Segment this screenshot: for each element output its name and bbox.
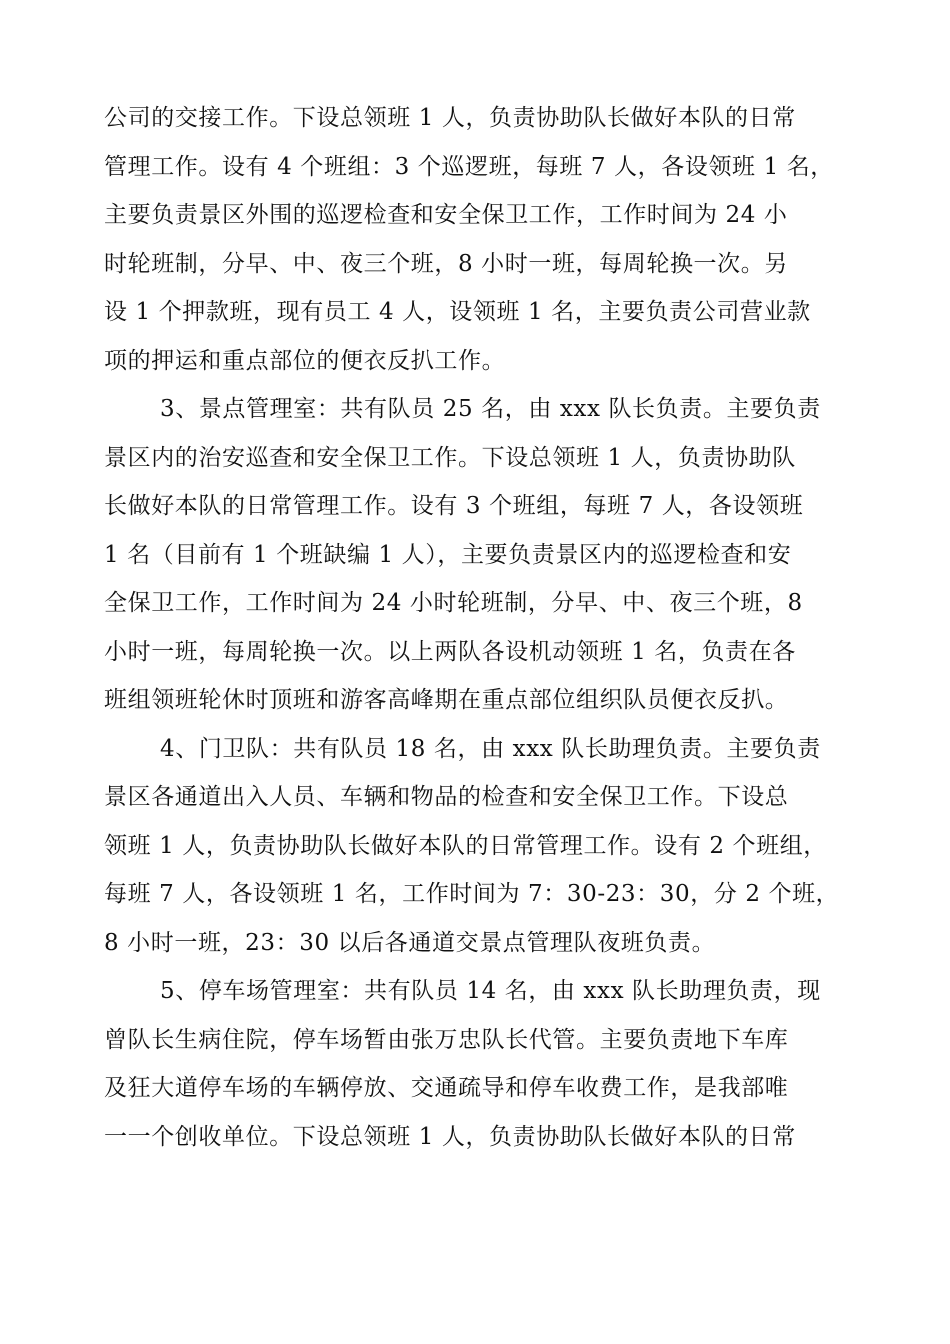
text-line: 主要负责景区外围的巡逻检查和安全保卫工作，工作时间为 24 小 [104, 202, 788, 228]
text-line: 时轮班制，分早、中、夜三个班，8 小时一班，每周轮换一次。另 [104, 250, 788, 277]
text-line: 景区内的治安巡查和安全保卫工作。下设总领班 1 人，负责协助队 [104, 444, 796, 471]
text-line: 一一个创收单位。下设总领班 1 人，负责协助队长做好本队的日常 [104, 1123, 796, 1150]
text-line: 1 名（目前有 1 个班缺编 1 人），主要负责景区内的巡逻检查和安 [104, 541, 792, 568]
text-line: 曾队长生病住院，停车场暂由张万忠队长代管。主要负责地下车库 [104, 1026, 789, 1053]
text-line: 设 1 个押款班，现有员工 4 人，设领班 1 名，主要负责公司营业款 [104, 299, 811, 325]
text-line: 8 小时一班，23：30 以后各通道交景点管理队夜班负责。 [104, 929, 716, 956]
text-line: 项的押运和重点部位的便衣反扒工作。 [104, 347, 506, 374]
document-body [104, 94, 844, 1161]
text-line: 景区各通道出入人员、车辆和物品的检查和安全保卫工作。下设总 [104, 784, 789, 810]
text-line: 3、景点管理室：共有队员 25 名，由 xxx 队长负责。主要负责 [160, 396, 821, 422]
text-line: 长做好本队的日常管理工作。设有 3 个班组，每班 7 人，各设领班 [104, 493, 804, 519]
text-line: 5、停车场管理室：共有队员 14 名，由 xxx 队长助理负责，现 [160, 978, 821, 1004]
text-line: 4、门卫队：共有队员 18 名，由 xxx 队长助理负责。主要负责 [160, 735, 821, 762]
text-line: 每班 7 人，各设领班 1 名，工作时间为 7：30-23：30，分 2 个班， [104, 881, 840, 907]
text-line: 班组领班轮休时顶班和游客高峰期在重点部位组织队员便衣反扒。 [104, 687, 789, 713]
text-line: 小时一班，每周轮换一次。以上两队各设机动领班 1 名，负责在各 [104, 638, 796, 665]
text-line: 公司的交接工作。下设总领班 1 人，负责协助队长做好本队的日常 [104, 105, 796, 131]
text-line: 及狂大道停车场的车辆停放、交通疏导和停车收费工作，是我部唯 [104, 1075, 789, 1101]
text-line: 管理工作。设有 4 个班组：3 个巡逻班，每班 7 人，各设领班 1 名， [104, 153, 834, 180]
text-line: 领班 1 人，负责协助队长做好本队的日常管理工作。设有 2 个班组， [104, 832, 827, 859]
text-line: 全保卫工作，工作时间为 24 小时轮班制，分早、中、夜三个班，8 [104, 590, 803, 616]
